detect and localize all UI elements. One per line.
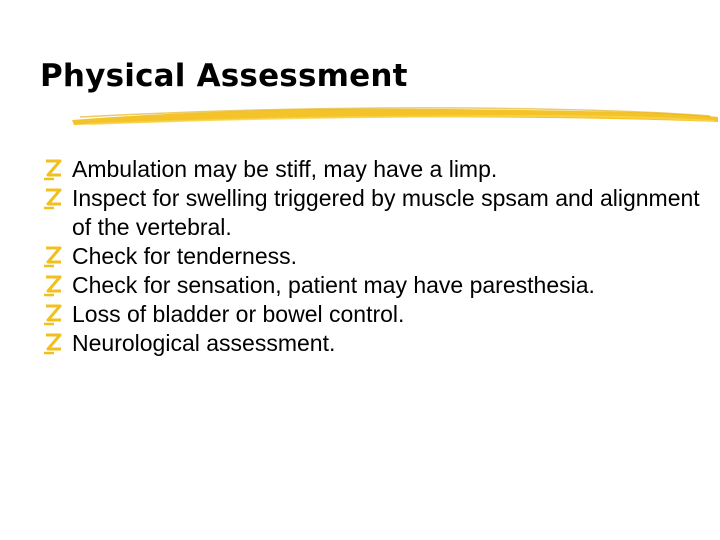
- slide-title: Physical Assessment: [40, 58, 408, 94]
- list-item: [40, 155, 700, 184]
- z-bullet-icon: [40, 157, 68, 183]
- bullet-text: Neurological assessment.: [72, 330, 336, 356]
- list-item: [40, 300, 700, 329]
- z-bullet-icon: [40, 186, 68, 212]
- bullet-text: Check for sensation, patient may have paresthesia.: [72, 272, 595, 298]
- bullet-text: Ambulation may be stiff, may have a limp.: [72, 156, 498, 182]
- bullet-list: [40, 155, 700, 358]
- title-underline-brush: [70, 100, 720, 132]
- list-item: [40, 329, 700, 358]
- list-item: [40, 184, 700, 242]
- z-bullet-icon: [40, 331, 68, 357]
- bullet-text: Check for tenderness.: [72, 243, 298, 269]
- z-bullet-icon: [40, 302, 68, 328]
- bullet-text: Loss of bladder or bowel control.: [72, 301, 405, 327]
- bullet-text: Inspect for swelling triggered by muscle spsam and alignment of the vertebral.: [72, 185, 700, 240]
- z-bullet-icon: [40, 273, 68, 299]
- z-bullet-icon: [40, 244, 68, 270]
- list-item: [40, 242, 700, 271]
- list-item: [40, 271, 700, 300]
